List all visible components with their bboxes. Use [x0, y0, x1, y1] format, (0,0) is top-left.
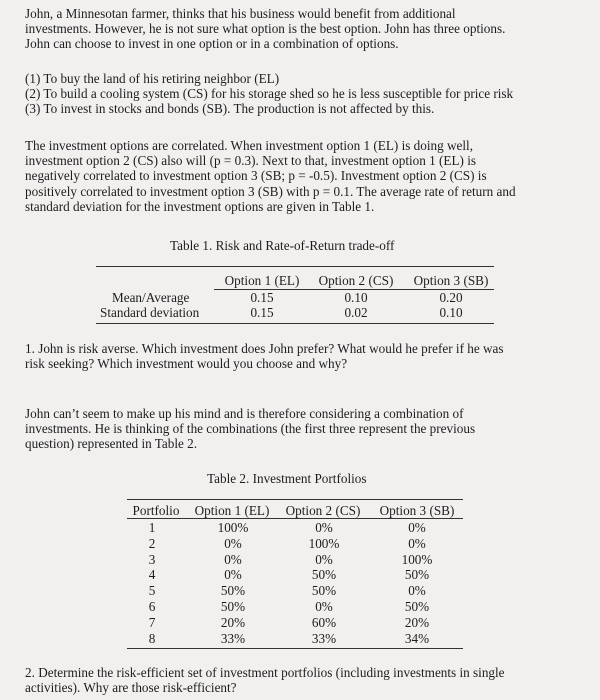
table2-cell: 0%	[408, 536, 426, 551]
correlation-line: The investment options are correlated. When investment option 1 (EL) is doing well,	[25, 138, 474, 153]
table2-cell: 100%	[401, 552, 433, 567]
option-item: (1) To buy the land of his retiring neighbor (EL)	[25, 71, 280, 86]
table2-cell: 7	[148, 615, 156, 630]
question2-line: activities). Why are those risk-efficient?	[25, 680, 237, 696]
table1-bottom-rule	[96, 323, 494, 324]
table2-cell: 50%	[404, 567, 430, 582]
table2-cell: 100%	[217, 520, 249, 535]
correlation-line: positively correlated to investment option 3 (SB) with p = 0.1. The average rate of return and	[25, 183, 516, 199]
table2-cell: 33%	[220, 631, 246, 646]
table1-cell: 0.10	[344, 290, 368, 305]
table2-cell: 20%	[220, 615, 246, 630]
option-item: (2) To build a cooling system (CS) for his storage shed so he is less susceptible for price risk	[25, 86, 514, 102]
intro-line: investments. However, he is not sure what option is the best option. John has three options.	[25, 21, 506, 37]
table1-row-label: Standard deviation	[100, 305, 200, 320]
question1-line: 1. John is risk averse. Which investment does John prefer? What would he prefer if he was	[25, 341, 504, 356]
table2-cell: 5	[148, 583, 156, 598]
table1-cell: 0.15	[250, 305, 274, 320]
table2-header: Option 1 (EL)	[194, 503, 270, 518]
table2-header-rule	[127, 518, 463, 519]
table2-cell: 100%	[308, 536, 340, 551]
table1-header: Option 3 (SB)	[413, 273, 489, 288]
table2-cell: 0%	[408, 583, 426, 598]
table1-top-rule	[96, 266, 494, 267]
options-list	[25, 71, 573, 117]
table2-cell: 50%	[311, 583, 337, 598]
intro-line: John can choose to invest in one option or in a combination of options.	[25, 36, 399, 52]
table2-cell: 0%	[224, 536, 242, 551]
correlation-line: standard deviation for the investment options are given in Table 1.	[25, 198, 375, 214]
table2-cell: 50%	[311, 567, 337, 582]
question2-line: 2. Determine the risk-efficient set of investment portfolios (including investments in single	[25, 665, 505, 680]
table2-cell: 50%	[220, 599, 246, 614]
table1-header: Option 1 (EL)	[224, 273, 300, 288]
option-item: (3) To invest in stocks and bonds (SB). The production is not affected by this.	[25, 101, 435, 117]
table2-cell: 60%	[311, 615, 337, 630]
table1-header: Option 2 (CS)	[318, 273, 394, 288]
table2-cell: 6	[148, 599, 156, 614]
table2-cell: 2	[148, 536, 156, 551]
intro-paragraph	[25, 6, 573, 52]
combination-line: question) represented in Table 2.	[25, 436, 198, 452]
table1-cell: 0.20	[439, 290, 463, 305]
question1-line: risk seeking? Which investment would you choose and why?	[25, 356, 348, 372]
table2-cell: 0%	[315, 552, 333, 567]
table1-title: Table 1. Risk and Rate-of-Return trade-off	[170, 238, 395, 253]
table2-cell: 1	[148, 520, 156, 535]
correlation-line: negatively correlated to investment option 3 (SB; p = -0.5). Investment option 2 (CS) is	[25, 168, 487, 184]
table1-row-label: Mean/Average	[112, 290, 190, 305]
table2-cell: 33%	[311, 631, 337, 646]
table2-cell: 0%	[315, 599, 333, 614]
table2-cell: 3	[148, 552, 156, 567]
combination-line: investments. He is thinking of the combinations (the first three represent the previous	[25, 421, 476, 437]
correlation-paragraph	[25, 138, 573, 214]
intro-line: John, a Minnesotan farmer, thinks that his business would benefit from additional	[25, 6, 456, 21]
table1-cell: 0.02	[344, 305, 368, 320]
table2-cell: 4	[148, 567, 156, 582]
table2-top-rule	[127, 499, 463, 500]
table1-cell: 0.15	[250, 290, 274, 305]
table2-cell: 0%	[315, 520, 333, 535]
table2-header: Option 2 (CS)	[285, 503, 361, 518]
table2-cell: 8	[148, 631, 156, 646]
table2-cell: 0%	[224, 567, 242, 582]
table2-title: Table 2. Investment Portfolios	[207, 471, 367, 486]
combination-paragraph	[25, 406, 573, 452]
table2-header: Option 3 (SB)	[379, 503, 455, 518]
question1	[25, 341, 573, 371]
correlation-line: investment option 2 (CS) also will (p = 0.3). Next to that, investment option 1 (EL) is	[25, 153, 477, 169]
table2-cell: 0%	[408, 520, 426, 535]
table2-cell: 0%	[224, 552, 242, 567]
table2-header: Portfolio	[132, 503, 180, 518]
table2-cell: 50%	[404, 599, 430, 614]
table2-cell: 50%	[220, 583, 246, 598]
table1-cell: 0.10	[439, 305, 463, 320]
question2	[25, 665, 573, 695]
table2-cell: 20%	[404, 615, 430, 630]
table2-bottom-rule	[127, 648, 463, 649]
table2-cell: 34%	[404, 631, 430, 646]
combination-line: John can’t seem to make up his mind and is therefore considering a combination of	[25, 406, 464, 421]
